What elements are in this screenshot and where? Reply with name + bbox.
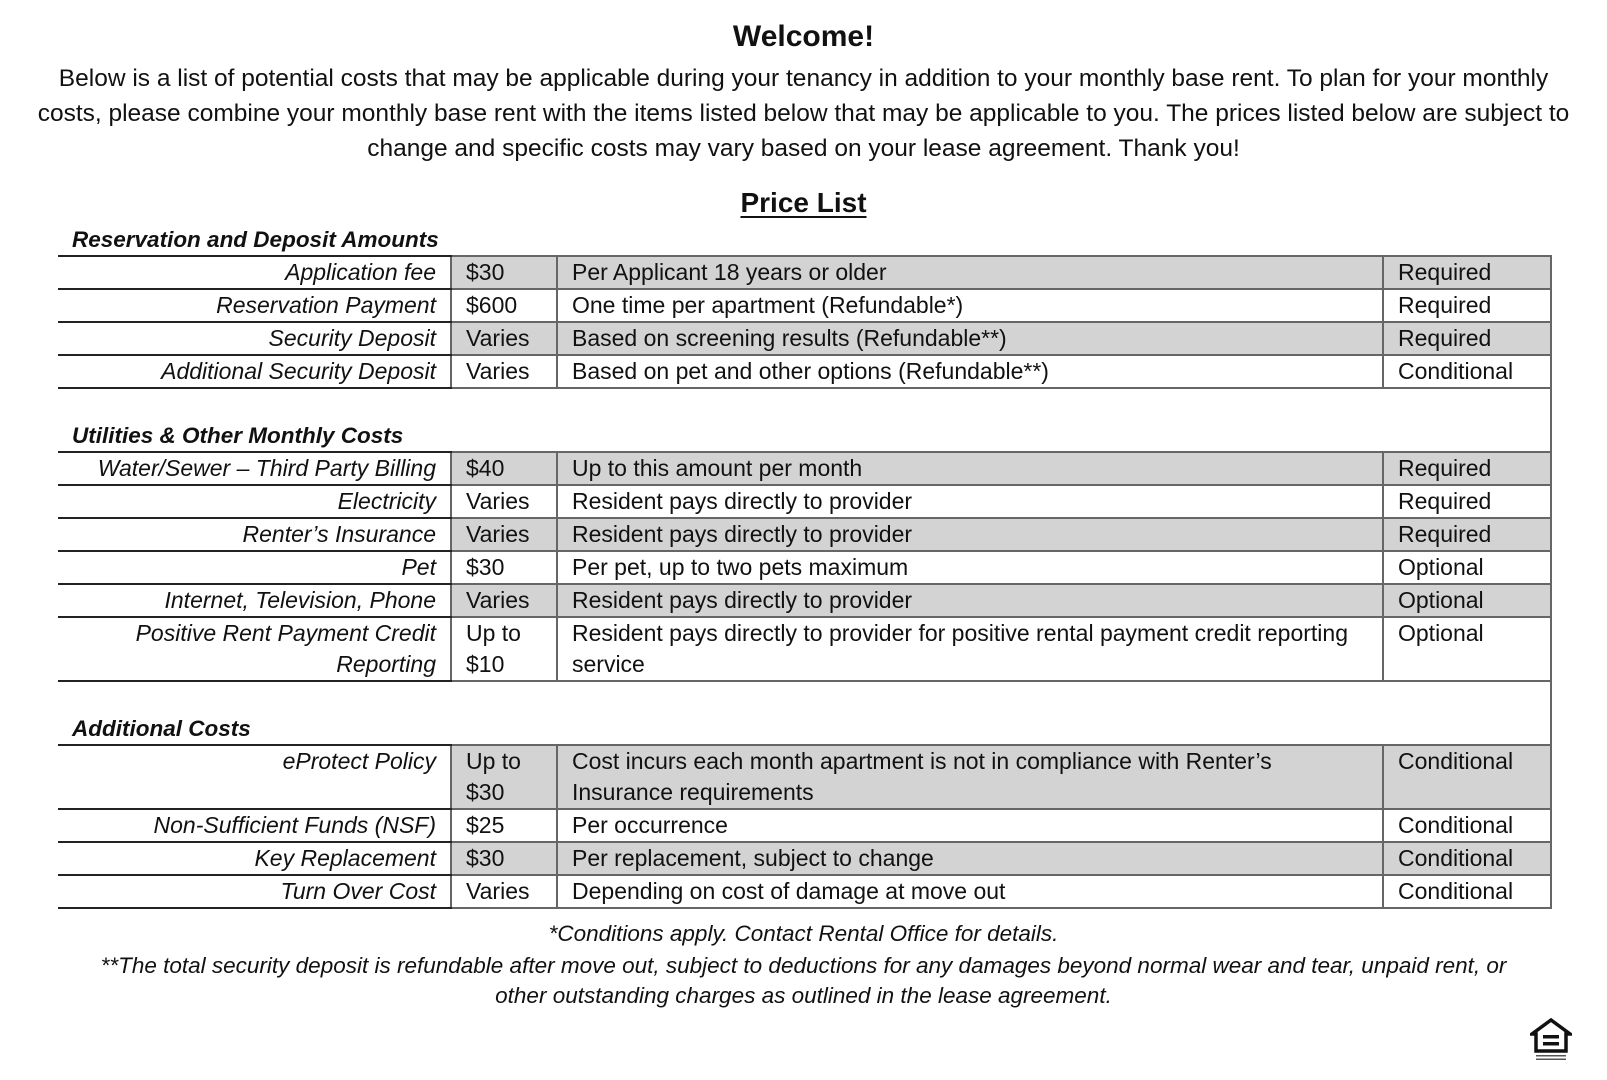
item-price: Up to $30: [451, 745, 557, 809]
section-heading: Utilities & Other Monthly Costs: [58, 420, 1551, 452]
item-description: Per occurrence: [557, 809, 1383, 842]
item-price: Varies: [451, 322, 557, 355]
item-status: Required: [1383, 452, 1551, 485]
item-price: $30: [451, 256, 557, 289]
item-label: Application fee: [58, 256, 451, 289]
price-table: [58, 224, 1552, 909]
section-spacer: [58, 388, 1551, 420]
section-heading: Additional Costs: [58, 713, 1551, 745]
item-label: Reservation Payment: [58, 289, 451, 322]
item-status: Optional: [1383, 584, 1551, 617]
item-price: $25: [451, 809, 557, 842]
equal-housing-opportunity-icon: [1530, 1018, 1572, 1062]
item-description: Depending on cost of damage at move out: [557, 875, 1383, 908]
item-status: Conditional: [1383, 875, 1551, 908]
table-row: [58, 584, 1551, 617]
table-row: [58, 485, 1551, 518]
item-price: $600: [451, 289, 557, 322]
intro-paragraph: Below is a list of potential costs that may be applicable during your tenancy in addition to your monthly base rent. To plan for your monthly costs, please combine your monthly base rent with the items listed below that may be applicable to you. The prices listed below are subject to change and specific costs may vary based on your lease agreement. Thank you!: [37, 65, 1570, 162]
item-price: Varies: [451, 485, 557, 518]
table-row: [58, 518, 1551, 551]
table-row: [58, 452, 1551, 485]
section-spacer: [58, 681, 1551, 713]
table-row: [58, 551, 1551, 584]
item-status: Required: [1383, 289, 1551, 322]
table-row: [58, 355, 1551, 388]
item-price: Varies: [451, 355, 557, 388]
section-heading-row: [58, 420, 1551, 452]
table-row: [58, 289, 1551, 322]
table-row: [58, 875, 1551, 908]
item-status: Conditional: [1383, 355, 1551, 388]
item-label: Security Deposit: [58, 322, 451, 355]
item-status: Required: [1383, 518, 1551, 551]
item-status: Required: [1383, 485, 1551, 518]
item-status: Optional: [1383, 617, 1551, 681]
item-status: Conditional: [1383, 745, 1551, 809]
item-label: Turn Over Cost: [58, 875, 451, 908]
item-label: Non-Sufficient Funds (NSF): [58, 809, 451, 842]
item-description: Resident pays directly to provider for positive rental payment credit reporting service: [557, 617, 1383, 681]
item-description: One time per apartment (Refundable*): [557, 289, 1383, 322]
item-description: Per replacement, subject to change: [557, 842, 1383, 875]
item-label: Positive Rent Payment Credit Reporting: [58, 617, 451, 681]
item-description: Based on screening results (Refundable**): [557, 322, 1383, 355]
item-status: Conditional: [1383, 809, 1551, 842]
item-status: Required: [1383, 256, 1551, 289]
item-status: Conditional: [1383, 842, 1551, 875]
item-price: Up to $10: [451, 617, 557, 681]
table-row: [58, 256, 1551, 289]
item-status: Optional: [1383, 551, 1551, 584]
item-label: Internet, Television, Phone: [58, 584, 451, 617]
item-label: Electricity: [58, 485, 451, 518]
footnote-single-asterisk: *Conditions apply. Contact Rental Office for details.: [548, 921, 1059, 946]
section-heading-row: [58, 713, 1551, 745]
price-list-title: Price List: [740, 187, 867, 218]
item-price: $30: [451, 842, 557, 875]
section-heading-row: [58, 224, 1551, 256]
item-label: Pet: [58, 551, 451, 584]
item-label: Additional Security Deposit: [58, 355, 451, 388]
item-price: $40: [451, 452, 557, 485]
item-description: Resident pays directly to provider: [557, 584, 1383, 617]
item-description: Up to this amount per month: [557, 452, 1383, 485]
item-price: Varies: [451, 518, 557, 551]
table-row: [58, 809, 1551, 842]
table-row: [58, 617, 1551, 681]
table-row: [58, 322, 1551, 355]
item-price: $30: [451, 551, 557, 584]
item-label: Key Replacement: [58, 842, 451, 875]
page-title: Welcome!: [732, 20, 875, 53]
item-price: Varies: [451, 584, 557, 617]
item-description: Based on pet and other options (Refundable**): [557, 355, 1383, 388]
item-label: Water/Sewer – Third Party Billing: [58, 452, 451, 485]
item-description: Per Applicant 18 years or older: [557, 256, 1383, 289]
section-heading: Reservation and Deposit Amounts: [72, 227, 439, 252]
item-price: Varies: [451, 875, 557, 908]
table-row: [58, 842, 1551, 875]
table-row: [58, 745, 1551, 809]
item-label: Renter’s Insurance: [58, 518, 451, 551]
item-label: eProtect Policy: [58, 745, 451, 809]
item-description: Resident pays directly to provider: [557, 518, 1383, 551]
item-description: Cost incurs each month apartment is not in compliance with Renter’s Insurance requirements: [557, 745, 1383, 809]
footnote-double-asterisk: **The total security deposit is refundable after move out, subject to deductions for any damages beyond normal wear and tear, unpaid rent, or other outstanding charges as outlined in the lease agreement.: [100, 953, 1507, 1008]
item-description: Per pet, up to two pets maximum: [557, 551, 1383, 584]
item-description: Resident pays directly to provider: [557, 485, 1383, 518]
item-status: Required: [1383, 322, 1551, 355]
